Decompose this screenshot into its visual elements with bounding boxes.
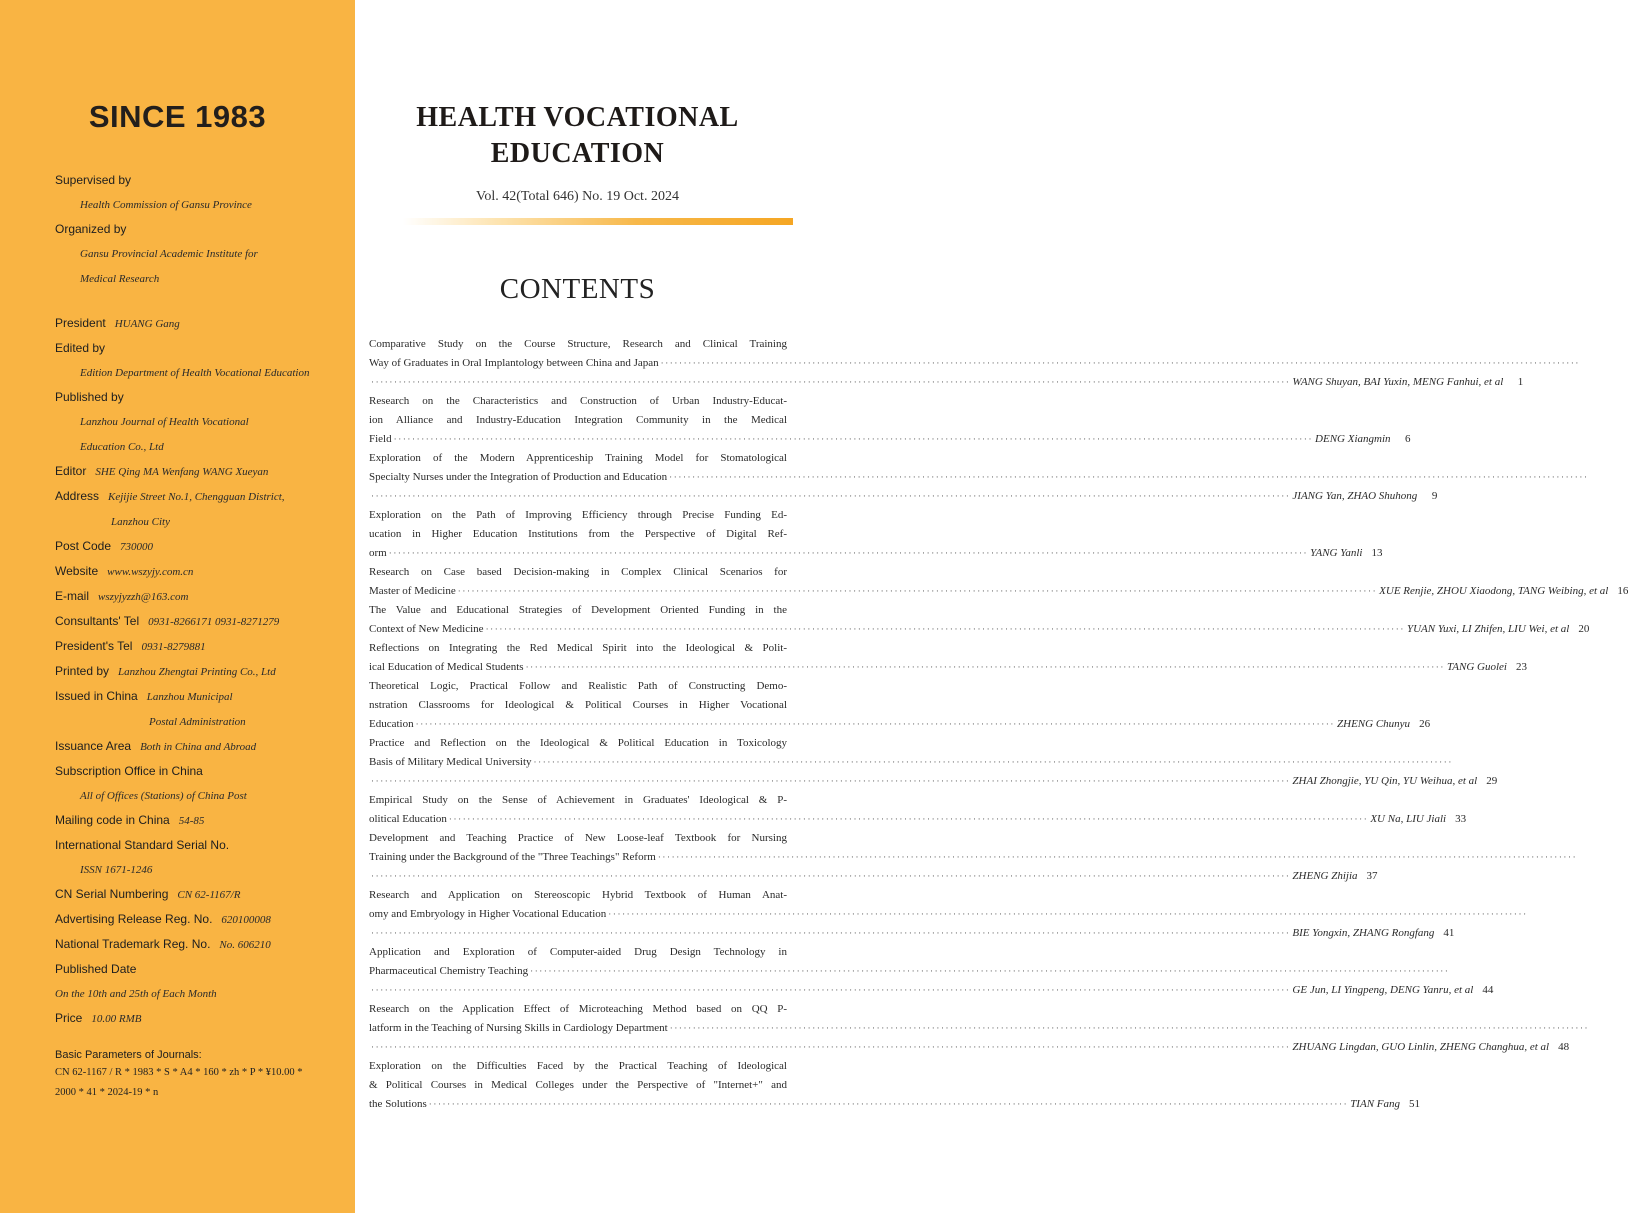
toc-entry: [369, 943, 1494, 1000]
organized-value: Gansu Provincial Academic Institute for: [80, 248, 258, 260]
basic-parameters-value: CN 62-1167 / R * 1983 * S * A4 * 160 * zh * P * ¥10.00 * 2000 * 41 * 2024-19 * n: [55, 1067, 303, 1098]
published-date-value: On the 10th and 25th of Each Month: [55, 988, 217, 1000]
subscription-value: All of Offices (Stations) of China Post: [80, 790, 247, 802]
toc-leader-dots: ········································································································································································································: [371, 1042, 1291, 1052]
toc-page-number: 48: [1558, 1041, 1570, 1053]
toc-title-line: & Political Courses in Medical Colleges under the Perspective of "Internet+" and: [369, 1079, 787, 1091]
toc-title-line: Practice and Reflection on the Ideological & Political Education in Toxicology: [369, 737, 787, 749]
toc-authors: TIAN Fang: [1350, 1098, 1400, 1110]
spacer: [55, 291, 350, 311]
toc-page-number: 23: [1516, 661, 1527, 673]
toc-title-line: Theoretical Logic, Practical Follow and Realistic Path of Constructing Demo-: [369, 680, 787, 692]
cn-serial-row: CN Serial Numbering CN 62-1167/R: [55, 887, 241, 901]
toc-leader-dots: ········································································································································································································: [530, 966, 1450, 976]
toc-page-number: 51: [1409, 1098, 1420, 1110]
toc-page-number: 13: [1371, 547, 1383, 559]
issued-row: Issued in China Lanzhou Municipal: [55, 689, 233, 703]
published-value-2: Education Co., Ltd: [80, 441, 164, 453]
toc-title-line: Development and Teaching Practice of New Loose-leaf Textbook for Nursing: [369, 832, 787, 844]
toc-entry: [369, 601, 1590, 639]
toc-title-line: Research on the Characteristics and Construction of Urban Industry-Educat-: [369, 395, 787, 407]
toc-page-number: 41: [1443, 927, 1455, 939]
published-date-label: Published Date: [55, 962, 137, 976]
accent-bar: [403, 218, 793, 225]
editor-row: Editor SHE Qing MA Wenfang WANG Xueyan: [55, 464, 269, 478]
toc-author-line: [369, 772, 1498, 791]
toc-title-line: [369, 753, 1453, 772]
toc-entry: [369, 392, 1411, 449]
trademark-row: National Trademark Reg. No. No. 606210: [55, 937, 271, 951]
toc-entry: [369, 829, 1578, 886]
toc-authors: ZHUANG Lingdan, GUO Linlin, ZHENG Changhua, et al: [1292, 1041, 1550, 1053]
toc-leader-dots: ········································································································································································································: [428, 1099, 1349, 1109]
toc-title-line: The Value and Educational Strategies of Development Oriented Funding in the: [369, 604, 787, 616]
toc-authors: BIE Yongxin, ZHANG Rongfang: [1292, 927, 1435, 939]
organized-label: Organized by: [55, 222, 127, 236]
toc-title-text: Training under the Background of the "Three Teachings" Reform: [369, 851, 656, 863]
masthead-panel: [0, 0, 355, 1213]
journal-title: [355, 100, 800, 172]
toc-leader-dots: ········································································································································································································: [669, 472, 1589, 482]
toc-title-text: Way of Graduates in Oral Implantology between China and Japan: [369, 357, 659, 369]
toc-page-number: 9: [1431, 490, 1438, 502]
toc-authors: XU Na, LIU Jiali: [1370, 813, 1447, 825]
toc-authors: ZHENG Zhijia: [1292, 870, 1358, 882]
toc-title-line: [369, 905, 1528, 924]
email-row: E-mail wszyjyzzh@163.com: [55, 589, 189, 603]
basic-parameters-label: Basic Parameters of Journals:: [55, 1049, 202, 1061]
advertising-row: Advertising Release Reg. No. 620100008: [55, 912, 271, 926]
toc-leader-dots: ········································································································································································································: [457, 586, 1378, 596]
mailing-code-row: Mailing code in China 54-85: [55, 813, 205, 827]
toc-page-number: 37: [1366, 870, 1378, 882]
toc-title-text: ical Education of Medical Students: [369, 661, 524, 673]
toc-title-line: [369, 848, 1578, 867]
address-row-2: Lanzhou City: [111, 516, 170, 528]
toc-title-line: [369, 658, 1527, 677]
issue-info: Vol. 42(Total 646) No. 19 Oct. 2024: [476, 189, 679, 204]
toc-title-text: omy and Embryology in Higher Vocational Education: [369, 908, 607, 920]
toc-entry: [369, 1057, 1420, 1114]
toc-page-number: 20: [1578, 623, 1590, 635]
toc-title-line: [369, 1019, 1590, 1038]
journal-title-line-1: HEALTH VOCATIONAL: [416, 102, 739, 133]
website-row: Website www.wszyjy.com.cn: [55, 564, 194, 578]
toc-list: [369, 335, 1628, 1114]
toc-title-line: Research on the Application Effect of Microteaching Method based on QQ P-: [369, 1003, 787, 1015]
postcode-row: Post Code 730000: [55, 539, 154, 553]
organized-value-2: Medical Research: [80, 273, 160, 285]
subscription-label: Subscription Office in China: [55, 764, 203, 778]
toc-leader-dots: ········································································································································································································: [415, 719, 1336, 729]
toc-leader-dots: ········································································································································································································: [533, 757, 1453, 767]
published-label: Published by: [55, 390, 124, 404]
supervised-value: Health Commission of Gansu Province: [80, 199, 252, 211]
toc-entry: [369, 639, 1527, 677]
toc-entry: [369, 886, 1528, 943]
toc-entry: [369, 1000, 1590, 1057]
toc-title-text: Education: [369, 718, 414, 730]
toc-author-line: [369, 487, 1438, 506]
toc-title-line: ucation in Higher Education Institutions from the Perspective of Digital Ref-: [369, 528, 787, 540]
president-row: President HUANG Gang: [55, 316, 180, 330]
issn-label: International Standard Serial No.: [55, 838, 230, 852]
toc-title-line: Research and Application on Stereoscopic Hybrid Textbook of Human Anat-: [369, 889, 787, 901]
supervised-label: Supervised by: [55, 173, 132, 187]
toc-title-line: Comparative Study on the Course Structure, Research and Clinical Training: [369, 338, 787, 350]
toc-title-line: [369, 715, 1431, 734]
toc-authors: TANG Guolei: [1447, 661, 1507, 673]
contents-heading: CONTENTS: [499, 273, 656, 305]
issued-row-2: Postal Administration: [149, 716, 246, 728]
toc-page-number: 29: [1486, 775, 1498, 787]
toc-title-line: ion Alliance and Industry-Education Integration Community in the Medical: [369, 414, 787, 426]
toc-entry: [369, 449, 1589, 506]
toc-title-line: [369, 962, 1450, 981]
basic-parameters: [55, 1047, 355, 1103]
toc-authors: ZHAI Zhongjie, YU Qin, YU Weihua, et al: [1292, 775, 1478, 787]
toc-title-text: latform in the Teaching of Nursing Skills in Cardiology Department: [369, 1022, 668, 1034]
toc-authors: JIANG Yan, ZHAO Shuhong: [1292, 490, 1418, 502]
address-row: Address Kejijie Street No.1, Chengguan District,: [55, 489, 285, 503]
toc-leader-dots: ········································································································································································································: [371, 491, 1291, 501]
issn-value: ISSN 1671-1246: [80, 864, 153, 876]
toc-title-text: Specialty Nurses under the Integration of Production and Education: [369, 471, 668, 483]
toc-title-text: Pharmaceutical Chemistry Teaching: [369, 965, 529, 977]
toc-leader-dots: ········································································································································································································: [525, 662, 1445, 672]
toc-leader-dots: ········································································································································································································: [448, 814, 1369, 824]
toc-title-text: orm: [369, 547, 387, 559]
toc-leader-dots: ········································································································································································································: [657, 852, 1578, 862]
toc-leader-dots: ········································································································································································································: [393, 434, 1314, 444]
toc-title-line: [369, 810, 1467, 829]
toc-title-line: nstration Classrooms for Ideological & Political Courses in Higher Vocational: [369, 699, 787, 711]
toc-title-line: Exploration on the Path of Improving Efficiency through Precise Funding Ed-: [369, 509, 787, 521]
toc-leader-dots: ········································································································································································································: [388, 548, 1309, 558]
toc-leader-dots: ········································································································································································································: [660, 358, 1581, 368]
toc-title-text: Context of New Medicine: [369, 623, 484, 635]
toc-title-text: Field: [369, 433, 392, 445]
toc-leader-dots: ········································································································································································································: [371, 985, 1291, 995]
toc-entry: [369, 563, 1628, 601]
toc-page-number: 1: [1517, 376, 1524, 388]
toc-page-number: 33: [1455, 813, 1467, 825]
toc-leader-dots: ········································································································································································································: [371, 776, 1291, 786]
toc-title-line: Reflections on Integrating the Red Medical Spirit into the Ideological & Polit-: [369, 642, 787, 654]
toc-title-line: [369, 620, 1590, 639]
toc-leader-dots: ········································································································································································································: [608, 909, 1528, 919]
published-value: Lanzhou Journal of Health Vocational: [80, 416, 249, 428]
toc-author-line: [369, 924, 1455, 943]
consultants-tel-row: Consultants' Tel 0931-8266171 0931-8271279: [55, 614, 280, 628]
toc-title-line: [369, 430, 1411, 449]
toc-title-text: the Solutions: [369, 1098, 427, 1110]
edited-label: Edited by: [55, 341, 106, 355]
toc-authors: ZHENG Chunyu: [1337, 718, 1411, 730]
toc-title-line: [369, 544, 1383, 563]
toc-title-text: Master of Medicine: [369, 585, 456, 597]
edited-value: Edition Department of Health Vocational Education: [80, 367, 310, 379]
toc-title-line: [369, 354, 1581, 373]
toc-title-line: [369, 582, 1628, 601]
toc-page-number: 44: [1482, 984, 1494, 996]
printed-row: Printed by Lanzhou Zhengtai Printing Co., Ltd: [55, 664, 276, 678]
toc-leader-dots: ········································································································································································································: [485, 624, 1405, 634]
toc-authors: GE Jun, LI Yingpeng, DENG Yanru, et al: [1292, 984, 1474, 996]
toc-title-line: Empirical Study on the Sense of Achievement in Graduates' Ideological & P-: [369, 794, 787, 806]
toc-title-line: Research on Case based Decision-making in Complex Clinical Scenarios for: [369, 566, 787, 578]
toc-authors: YANG Yanli: [1310, 547, 1363, 559]
toc-authors: YUAN Yuxi, LI Zhifen, LIU Wei, et al: [1406, 623, 1570, 635]
toc-entry: [369, 335, 1581, 392]
toc-page-number: 26: [1419, 718, 1431, 730]
journal-title-line-2: EDUCATION: [490, 138, 665, 169]
issuance-row: Issuance Area Both in China and Abroad: [55, 739, 257, 753]
toc-author-line: [369, 1038, 1570, 1057]
toc-title-text: Basis of Military Medical University: [369, 756, 532, 768]
toc-title-line: Exploration on the Difficulties Faced by the Practical Teaching of Ideological: [369, 1060, 787, 1072]
toc-entry: [369, 677, 1431, 734]
toc-page-number: 16: [1617, 585, 1628, 597]
since-year: SINCE 1983: [88, 99, 267, 134]
toc-entry: [369, 791, 1467, 829]
president-tel-row: President's Tel 0931-8279881: [55, 639, 206, 653]
toc-author-line: [369, 867, 1378, 886]
toc-authors: DENG Xiangmin: [1315, 433, 1391, 445]
toc-title-text: olitical Education: [369, 813, 447, 825]
toc-leader-dots: ········································································································································································································: [669, 1023, 1590, 1033]
toc-author-line: [369, 981, 1494, 1000]
toc-author-line: [369, 373, 1524, 392]
toc-leader-dots: ········································································································································································································: [371, 928, 1291, 938]
toc-title-line: Exploration of the Modern Apprenticeship Training Model for Stomatological: [369, 452, 787, 464]
masthead-info: [55, 168, 350, 1031]
toc-authors: WANG Shuyan, BAI Yuxin, MENG Fanhui, et al: [1292, 376, 1504, 388]
contents-panel: [355, 0, 1628, 1213]
toc-leader-dots: ········································································································································································································: [371, 377, 1291, 387]
toc-title-line: [369, 468, 1589, 487]
toc-entry: [369, 506, 1383, 563]
toc-title-line: Application and Exploration of Computer-aided Drug Design Technology in: [369, 946, 787, 958]
toc-page-number: 6: [1405, 433, 1411, 445]
price-row: Price 10.00 RMB: [55, 1011, 142, 1025]
toc-authors: XUE Renjie, ZHOU Xiaodong, TANG Weibing, et al: [1379, 585, 1609, 597]
toc-title-line: [369, 1095, 1420, 1114]
toc-entry: [369, 734, 1498, 791]
toc-leader-dots: ········································································································································································································: [371, 871, 1291, 881]
